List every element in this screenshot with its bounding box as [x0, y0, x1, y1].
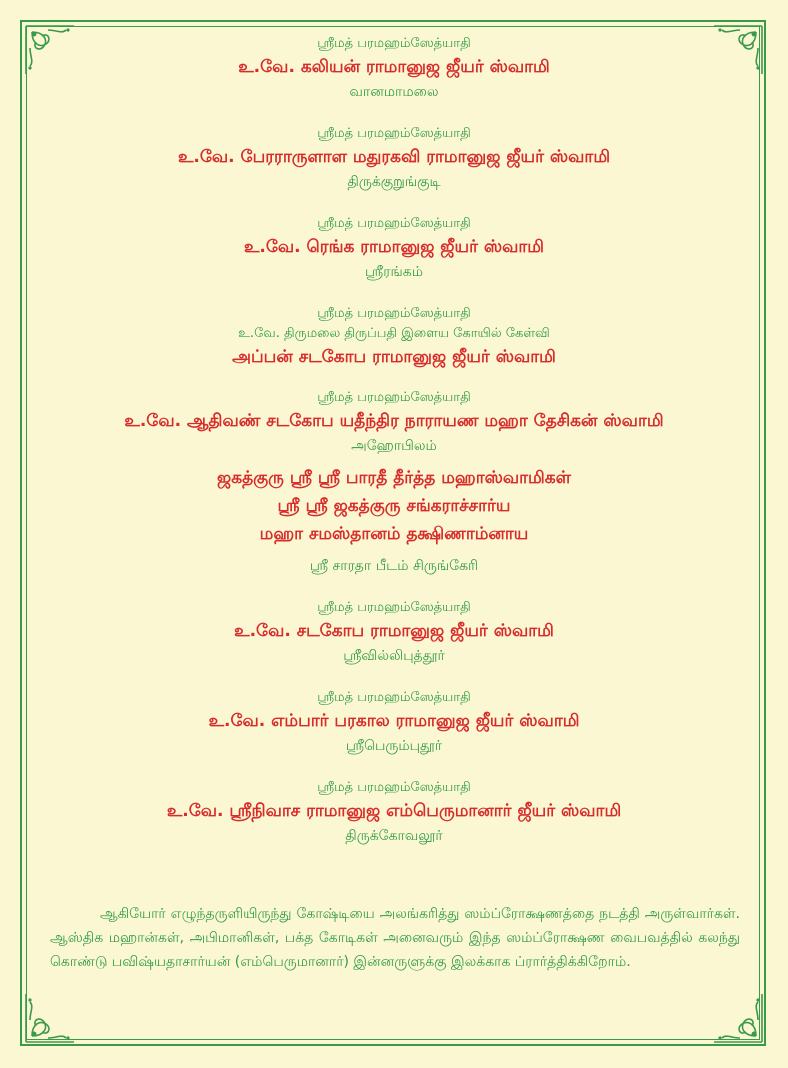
- main-content: [40, 34, 748, 868]
- swami-name: உ.வே. ஆதிவண் சடகோப யதீந்திர நாராயண மஹா தேசிகன் ஸ்வாமி: [124, 411, 664, 431]
- swami-entry: [40, 304, 748, 370]
- place-name: ஸ்ரீ சாரதா பீடம் சிருங்கேரி: [309, 558, 479, 574]
- place-name: ஸ்ரீபெரும்புதூர்: [345, 738, 443, 754]
- swami-name: அப்பன் சடகோப ராமானுஜ ஜீயர் ஸ்வாமி: [232, 347, 556, 367]
- closing-paragraph: [50, 902, 740, 974]
- swami-entry: [40, 778, 748, 848]
- honorific: ஸ்ரீமத் பரமஹம்ஸேத்யாதி: [317, 216, 471, 231]
- corner-ornament-icon: [22, 990, 78, 1046]
- swami-entry: [40, 34, 748, 104]
- place-name: வானமாமலை: [349, 84, 439, 100]
- corner-ornament-icon: [710, 990, 766, 1046]
- honorific: ஸ்ரீமத் பரமஹம்ஸேத்யாதி: [317, 600, 471, 615]
- swami-name: உ.வே. கலியன் ராமானுஜ ஜீயர் ஸ்வாமி: [238, 57, 550, 77]
- honorific: ஸ்ரீமத் பரமஹம்ஸேத்யாதி: [317, 36, 471, 51]
- swami-entry: [40, 688, 748, 758]
- swami-name: உ.வே. பேரராருளாள மதுரகவி ராமானுஜ ஜீயர் ஸ்வாமி: [177, 147, 611, 167]
- place-name: அஹோபிலம்: [351, 438, 437, 454]
- place-name: ஸ்ரீரங்கம்: [365, 264, 423, 280]
- swami-entry: [40, 388, 748, 458]
- swami-name: உ.வே. சடகோப ராமானுஜ ஜீயர் ஸ்வாமி: [234, 621, 554, 641]
- swami-name: உ.வே. ரெங்க ராமானுஜ ஜீயர் ஸ்வாமி: [243, 237, 545, 257]
- place-name: திருக்கோவலூர்: [345, 828, 443, 844]
- closing-text: ஆகியோர் எழுந்தருளியிருந்து கோஷ்டியை அலங்கரித்து ஸம்ப்ரோக்ஷணத்தை நடத்தி அருள்வார்கள். ஆஸ்திக மஹான்கள், அபிமானிகள், பக்த கோடிகள் அனைவரும் இந்த ஸம்ப்ரோக்ஷண வைபவத்தில் கலந்து கொண்டு பவிஷ்யதாசார்யன் (எம்பெருமானார்) இன்னருளுக்கு இலக்காக ப்ரார்த்திக்கிறோம்.: [50, 906, 740, 970]
- honorific: ஸ்ரீமத் பரமஹம்ஸேத்யாதி: [317, 780, 471, 795]
- swami-name: உ.வே. எம்பார் பரகால ராமானுஜ ஜீயர் ஸ்வாமி: [208, 711, 580, 731]
- swami-entry: [40, 214, 748, 284]
- honorific: ஸ்ரீமத் பரமஹம்ஸேத்யாதி: [317, 126, 471, 141]
- swami-entry: [40, 598, 748, 668]
- sringeri-line-1: ஜகத்குரு ஸ்ரீ ஸ்ரீ பாரதீ தீர்த்த மஹாஸ்வாமிகள்: [217, 468, 571, 488]
- swami-name: உ.வே. ஸ்ரீநிவாச ராமானுஜ எம்பெருமானார் ஜீயர் ஸ்வாமி: [166, 801, 622, 821]
- honorific: ஸ்ரீமத் பரமஹம்ஸேத்யாதி: [317, 690, 471, 705]
- sringeri-entry: [40, 464, 748, 578]
- swami-entry: [40, 124, 748, 194]
- swami-title-line: உ.வே. திருமலை திருப்பதி இளைய கோயில் கேள்வி: [238, 326, 550, 341]
- place-name: ஸ்ரீவில்லிபுத்தூர்: [343, 648, 445, 664]
- sringeri-line-2: ஸ்ரீ ஸ்ரீ ஜகத்குரு சங்கராச்சார்ய: [277, 496, 511, 516]
- sringeri-line-3: மஹா சமஸ்தானம் தக்ஷிணாம்னாய: [259, 524, 529, 544]
- honorific: ஸ்ரீமத் பரமஹம்ஸேத்யாதி: [317, 390, 471, 405]
- place-name: திருக்குறுங்குடி: [347, 174, 441, 190]
- honorific: ஸ்ரீமத் பரமஹம்ஸேத்யாதி: [317, 306, 471, 321]
